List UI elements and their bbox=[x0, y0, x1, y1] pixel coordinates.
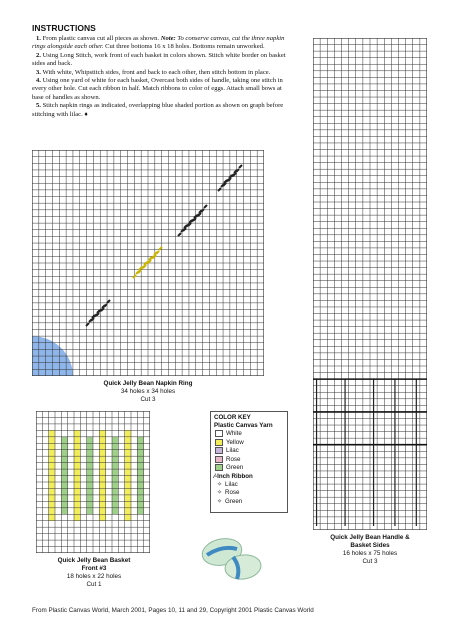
handle-title-1: Quick Jelly Bean Handle & bbox=[330, 534, 410, 541]
bow-icon: ✧ bbox=[216, 490, 223, 497]
step-text: From plastic canvas cut all pieces as shown. bbox=[40, 35, 160, 42]
key-label: Lilac bbox=[226, 447, 239, 455]
key-row-ribbon-lilac bbox=[215, 481, 287, 489]
bow-icon: ✧ bbox=[216, 498, 223, 505]
step-text: Stitch napkin rings as indicated, overlapping blue shaded portion as shown on graph before stitching with lilac. ♦ bbox=[32, 102, 284, 118]
step-number: 1. bbox=[36, 35, 41, 42]
stitch-line bbox=[373, 379, 374, 526]
basket-front-graph bbox=[36, 411, 150, 553]
instructions-title: INSTRUCTIONS bbox=[32, 23, 96, 33]
color-key-title: COLOR KEY bbox=[214, 414, 251, 421]
step-text: Using Long Stitch, work front of each basket in colors shown. Stitch white border on basket sides and back. bbox=[32, 51, 286, 68]
key-label: Green bbox=[226, 464, 244, 472]
handle-cut: Cut 3 bbox=[362, 558, 378, 565]
white-swatch bbox=[215, 430, 223, 437]
step-text: With white, Whipstitch sides, front and back to each other, then stitch bottom in place. bbox=[40, 68, 271, 76]
basket-front-caption bbox=[40, 557, 148, 589]
step-number: 3. bbox=[36, 68, 41, 76]
key-row-white bbox=[215, 430, 287, 438]
instructions-block bbox=[32, 23, 287, 119]
key-row-lilac bbox=[215, 447, 287, 455]
instruction-step-4 bbox=[32, 77, 287, 102]
handle-title-2: Basket Sides bbox=[350, 542, 390, 549]
stitch-line bbox=[416, 379, 417, 526]
stitch-line bbox=[344, 379, 345, 526]
note-text: To conserve canvas, cut the three napkin rings alongside each other. bbox=[32, 35, 285, 51]
green-swatch bbox=[215, 464, 223, 471]
lilac-swatch bbox=[215, 447, 223, 454]
key-row-ribbon-green bbox=[215, 498, 287, 506]
napkin-ring-grid bbox=[32, 150, 264, 376]
key-label: Yellow bbox=[226, 438, 244, 446]
stitch-line bbox=[316, 379, 317, 526]
handle-graph bbox=[313, 38, 427, 530]
basket-front-grid bbox=[36, 411, 150, 553]
instruction-step-1 bbox=[32, 35, 287, 52]
note-label: Note: bbox=[160, 35, 176, 42]
key-label: Rose bbox=[226, 455, 241, 463]
basket-front-cut: Cut 1 bbox=[86, 581, 102, 588]
color-key bbox=[210, 411, 288, 513]
step-number: 4. bbox=[36, 77, 41, 85]
instruction-step-5 bbox=[32, 102, 287, 119]
key-row-ribbon-rose bbox=[215, 489, 287, 497]
napkin-ring-caption bbox=[84, 380, 212, 404]
yellow-swatch bbox=[215, 439, 223, 446]
finished-eggs-illustration bbox=[195, 527, 267, 587]
handle-grid bbox=[313, 38, 427, 530]
instruction-step-2 bbox=[32, 52, 287, 69]
napkin-ring-title: Quick Jelly Bean Napkin Ring bbox=[103, 380, 193, 387]
step-number: 2. bbox=[36, 51, 41, 59]
handle-holes: 16 holes x 75 holes bbox=[342, 550, 398, 557]
ribbon-heading: ⁄-Inch Ribbon bbox=[214, 472, 253, 480]
handle-caption bbox=[310, 534, 430, 566]
step-text-rest: Cut three bottoms 16 x 18 holes. Bottoms remain unworked. bbox=[103, 43, 265, 51]
napkin-ring-holes: 34 holes x 34 holes bbox=[120, 388, 176, 395]
napkin-ring-graph bbox=[32, 150, 264, 376]
key-row-rose bbox=[215, 456, 287, 464]
stitch-line bbox=[394, 379, 395, 526]
napkin-ring-cut: Cut 3 bbox=[140, 396, 156, 403]
rose-swatch bbox=[215, 456, 223, 463]
step-text: Using one yard of white for each basket, Overcast both sides of handle, taking one stitch in every other hole. Cut each ribbon in half. Match ribbons to color of eggs. Attach small bows at base of handles as shown. bbox=[32, 77, 283, 101]
key-label: Green bbox=[225, 497, 243, 505]
instruction-step-3 bbox=[32, 69, 287, 77]
step-number: 5. bbox=[36, 102, 41, 110]
jelly-bean-motif bbox=[86, 300, 110, 326]
basket-front-title-1: Quick Jelly Bean Basket bbox=[57, 557, 131, 564]
key-row-green bbox=[215, 464, 287, 472]
basket-front-title-2: Front #3 bbox=[81, 565, 107, 572]
key-row-yellow bbox=[215, 439, 287, 447]
basket-front-holes: 18 holes x 22 holes bbox=[66, 573, 122, 580]
key-label: Lilac bbox=[225, 480, 238, 488]
yarn-heading: Plastic Canvas Yarn bbox=[214, 422, 273, 429]
footer-credit: From Plastic Canvas World, March 2001, Pages 10, 11 and 29, Copyright 2001 Plastic Canvas World bbox=[32, 607, 314, 614]
key-label: White bbox=[226, 430, 242, 438]
jelly-bean-motif-yellow bbox=[133, 247, 162, 278]
bow-icon: ✧ bbox=[216, 481, 223, 488]
key-label: Rose bbox=[225, 489, 240, 497]
